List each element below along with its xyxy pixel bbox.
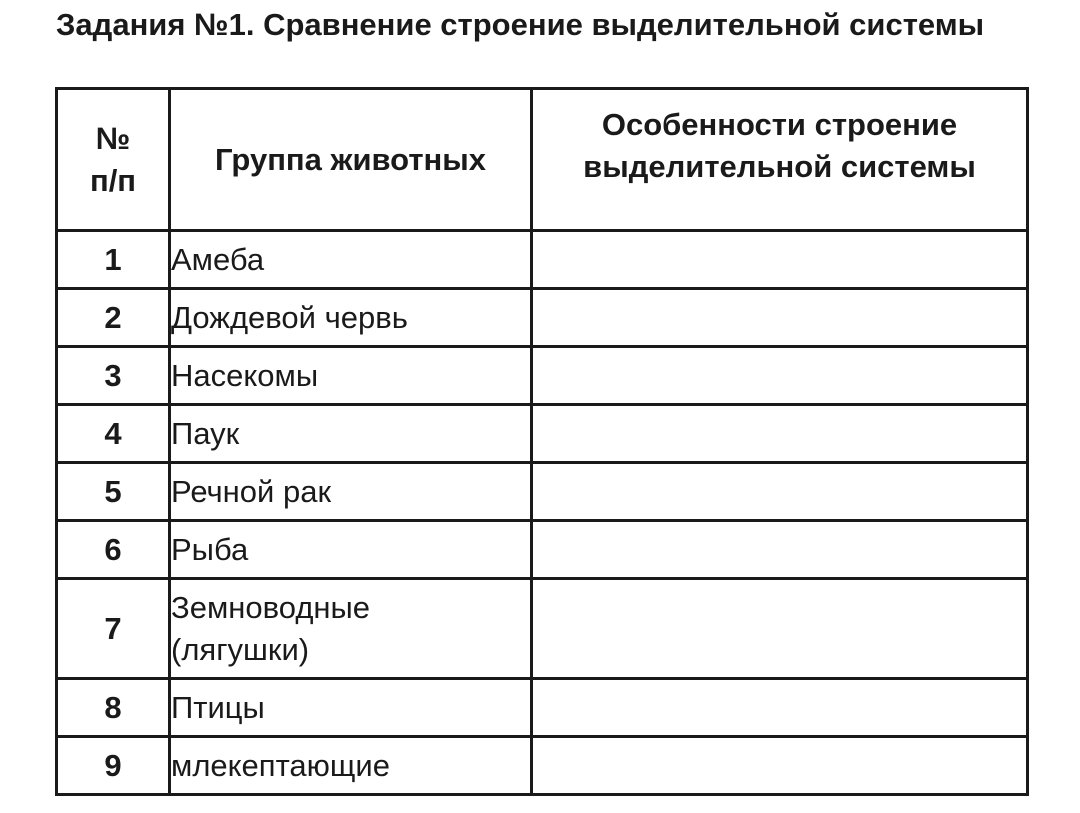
features-cell[interactable] xyxy=(532,405,1028,463)
row-number: 4 xyxy=(57,405,170,463)
animal-group-cell: Насекомы xyxy=(170,347,532,405)
row-number: 7 xyxy=(57,579,170,679)
table-row xyxy=(57,231,1028,289)
features-cell[interactable] xyxy=(532,231,1028,289)
row-number: 1 xyxy=(57,231,170,289)
animal-group-cell: Рыба xyxy=(170,521,532,579)
features-cell[interactable] xyxy=(532,463,1028,521)
comparison-table xyxy=(55,87,1029,796)
animal-group-cell: Амеба xyxy=(170,231,532,289)
table-row xyxy=(57,289,1028,347)
table-row xyxy=(57,347,1028,405)
animal-group-cell: Речной рак xyxy=(170,463,532,521)
features-cell[interactable] xyxy=(532,579,1028,679)
page-title: Задания №1. Сравнение строение выделительной системы xyxy=(56,7,985,42)
features-cell[interactable] xyxy=(532,521,1028,579)
animal-group-cell: Дождевой червь xyxy=(170,289,532,347)
row-number: 9 xyxy=(57,737,170,795)
animal-group-cell: Птицы xyxy=(170,679,532,737)
features-cell[interactable] xyxy=(532,737,1028,795)
table-header-row xyxy=(57,89,1028,231)
header-animal-group: Группа животных xyxy=(170,89,532,231)
row-number: 3 xyxy=(57,347,170,405)
row-number: 2 xyxy=(57,289,170,347)
row-number: 5 xyxy=(57,463,170,521)
header-excretory-features: Особенности строение выделительной системы xyxy=(532,89,1028,231)
table-row xyxy=(57,737,1028,795)
features-cell[interactable] xyxy=(532,679,1028,737)
table-row xyxy=(57,579,1028,679)
table-row xyxy=(57,463,1028,521)
table-row xyxy=(57,405,1028,463)
row-number: 8 xyxy=(57,679,170,737)
table-row xyxy=(57,521,1028,579)
row-number: 6 xyxy=(57,521,170,579)
animal-group-cell: Паук xyxy=(170,405,532,463)
animal-group-cell: Земноводные (лягушки) xyxy=(170,579,532,679)
header-number: № п/п xyxy=(57,89,170,231)
table-row xyxy=(57,679,1028,737)
features-cell[interactable] xyxy=(532,289,1028,347)
features-cell[interactable] xyxy=(532,347,1028,405)
animal-group-cell: млекептающие xyxy=(170,737,532,795)
